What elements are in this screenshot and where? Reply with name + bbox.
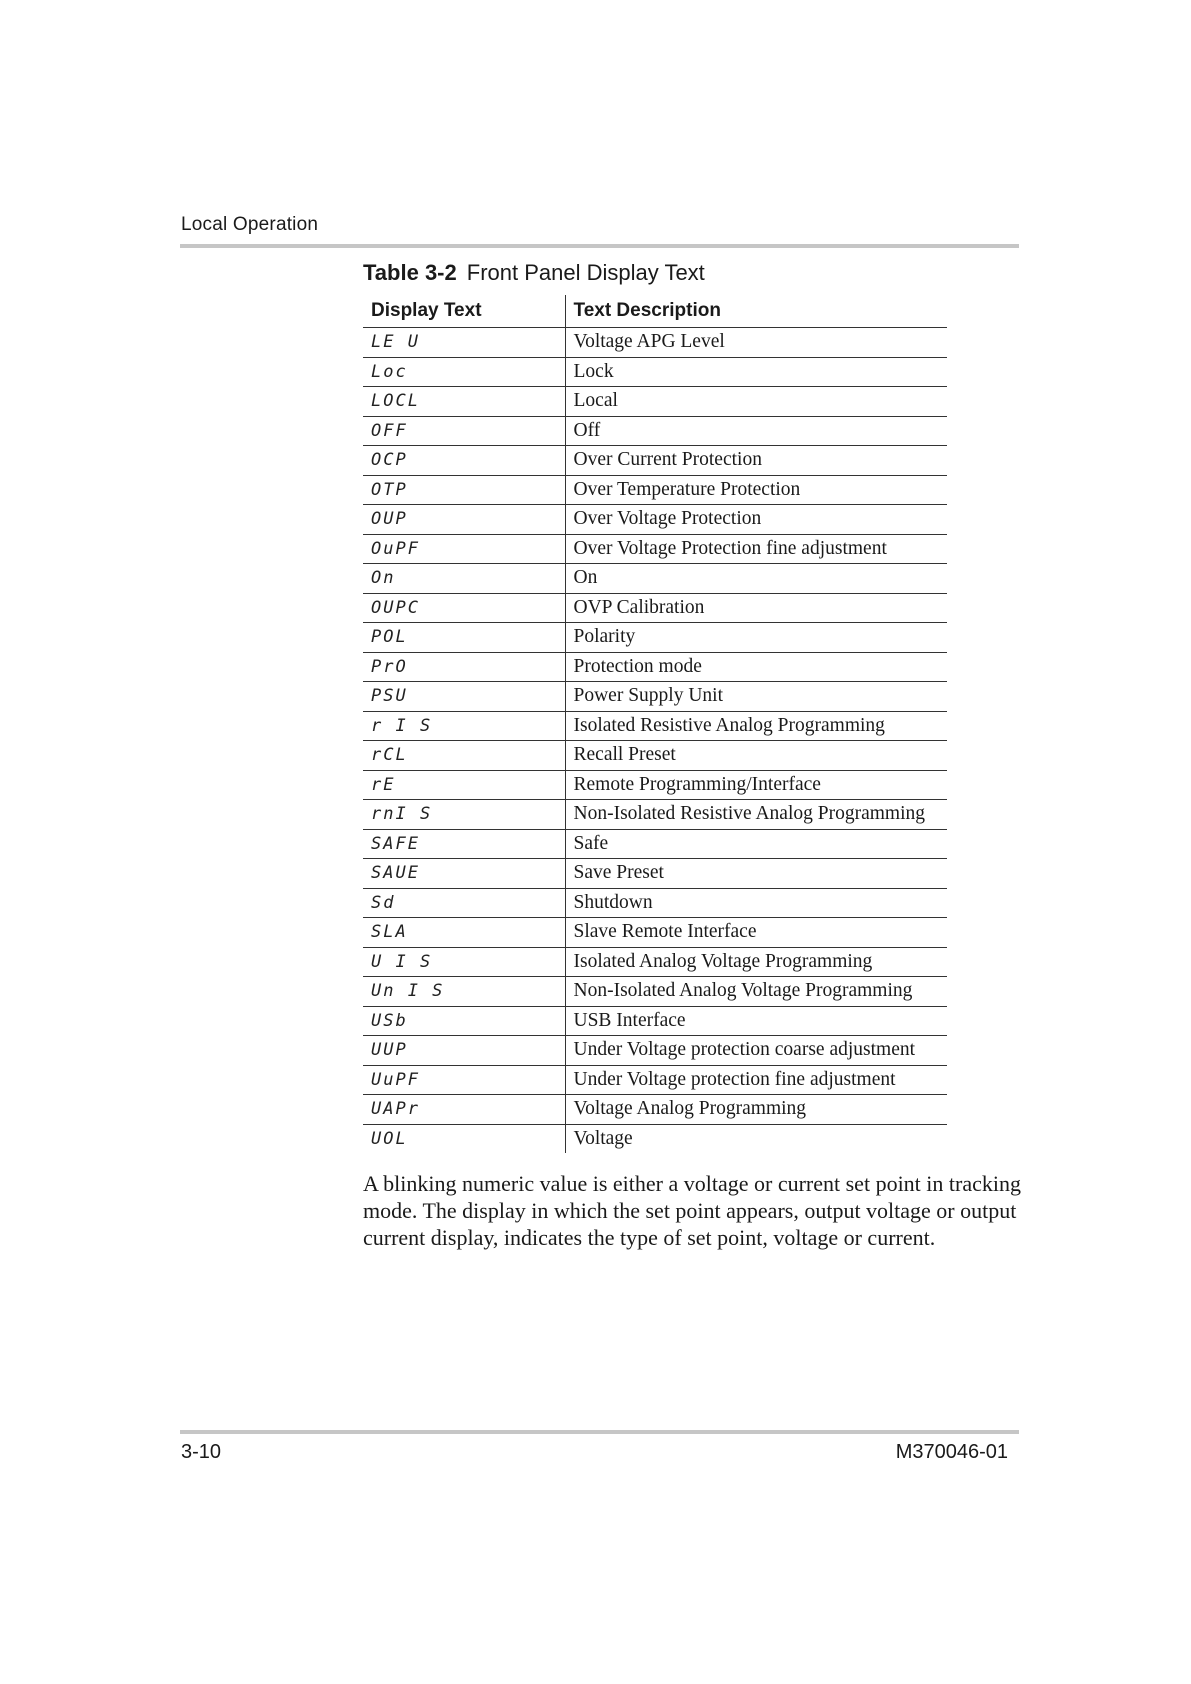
table-row <box>363 1095 947 1125</box>
table-row <box>363 328 947 358</box>
description-cell: Under Voltage protection fine adjustment <box>565 1065 947 1095</box>
table-row <box>363 888 947 918</box>
description-cell: Over Current Protection <box>565 446 947 476</box>
display-text-cell: OuPF <box>363 534 565 564</box>
description-cell: Under Voltage protection coarse adjustment <box>565 1036 947 1066</box>
description-cell: Recall Preset <box>565 741 947 771</box>
display-text-cell: USb <box>363 1006 565 1036</box>
display-text-cell: Un I S <box>363 977 565 1007</box>
description-cell: Slave Remote Interface <box>565 918 947 948</box>
table-row <box>363 416 947 446</box>
description-cell: Over Voltage Protection <box>565 505 947 535</box>
display-text-cell: OFF <box>363 416 565 446</box>
table-row <box>363 357 947 387</box>
table-row <box>363 947 947 977</box>
table-header-row <box>363 295 947 328</box>
description-cell: Voltage APG Level <box>565 328 947 358</box>
display-text-cell: PSU <box>363 682 565 712</box>
display-text-table <box>363 295 947 1153</box>
table-row <box>363 564 947 594</box>
table-row <box>363 505 947 535</box>
description-cell: Save Preset <box>565 859 947 889</box>
display-text-cell: rnI S <box>363 800 565 830</box>
description-cell: Over Voltage Protection fine adjustment <box>565 534 947 564</box>
display-text-cell: OCP <box>363 446 565 476</box>
description-cell: Shutdown <box>565 888 947 918</box>
description-cell: USB Interface <box>565 1006 947 1036</box>
display-text-cell: Sd <box>363 888 565 918</box>
column-header-text-description: Text Description <box>565 295 947 328</box>
table-caption-number: Table 3-2 <box>363 260 457 285</box>
description-cell: Remote Programming/Interface <box>565 770 947 800</box>
table-row <box>363 800 947 830</box>
table-row <box>363 918 947 948</box>
description-cell: Safe <box>565 829 947 859</box>
display-text-cell: Loc <box>363 357 565 387</box>
table-row <box>363 475 947 505</box>
description-cell: Power Supply Unit <box>565 682 947 712</box>
table-row <box>363 387 947 417</box>
description-cell: Protection mode <box>565 652 947 682</box>
description-cell: Lock <box>565 357 947 387</box>
table-row <box>363 534 947 564</box>
footer-rule <box>180 1430 1019 1434</box>
description-cell: On <box>565 564 947 594</box>
description-cell: Over Temperature Protection <box>565 475 947 505</box>
display-text-cell: U I S <box>363 947 565 977</box>
display-text-cell: UUP <box>363 1036 565 1066</box>
table-row <box>363 770 947 800</box>
display-text-cell: OUPC <box>363 593 565 623</box>
table-row <box>363 977 947 1007</box>
description-cell: Voltage Analog Programming <box>565 1095 947 1125</box>
table-row <box>363 829 947 859</box>
table-row <box>363 593 947 623</box>
table-row <box>363 682 947 712</box>
header-rule <box>180 244 1019 248</box>
display-text-cell: On <box>363 564 565 594</box>
table-caption <box>363 260 705 286</box>
body-paragraph: A blinking numeric value is either a voltage or current set point in tracking mode. The display in which the set point appears, output voltage or output current display, indicates the type of set point, voltage or current. <box>363 1171 1021 1250</box>
description-cell: Non-Isolated Resistive Analog Programming <box>565 800 947 830</box>
description-cell: Voltage <box>573 1127 633 1149</box>
display-text-cell: rE <box>363 770 565 800</box>
description-cell: Polarity <box>565 623 947 653</box>
description-cell: Non-Isolated Analog Voltage Programming <box>565 977 947 1007</box>
display-text-cell: LOCL <box>363 387 565 417</box>
document-number: M370046-01 <box>895 1441 1008 1463</box>
display-text-cell: SAFE <box>363 829 565 859</box>
description-cell: OVP Calibration <box>565 593 947 623</box>
table-row <box>363 623 947 653</box>
table-row <box>363 859 947 889</box>
table-caption-title: Front Panel Display Text <box>466 260 705 285</box>
display-text-cell: SLA <box>363 918 565 948</box>
description-cell: Off <box>565 416 947 446</box>
display-text-cell: r I S <box>363 711 565 741</box>
display-text-cell: UOL <box>363 1124 565 1153</box>
display-text-cell: PrO <box>363 652 565 682</box>
running-header: Local Operation <box>181 214 319 235</box>
table-row <box>363 741 947 771</box>
table-row <box>363 446 947 476</box>
display-text-cell: UuPF <box>363 1065 565 1095</box>
table-row <box>363 1036 947 1066</box>
display-text-cell: OTP <box>363 475 565 505</box>
page-number: 3-10 <box>181 1441 222 1463</box>
display-text-cell: OUP <box>363 505 565 535</box>
table-row <box>363 1124 947 1153</box>
table-row <box>363 711 947 741</box>
display-text-cell: LE U <box>363 328 565 358</box>
description-cell: Local <box>565 387 947 417</box>
table-body <box>363 328 947 1154</box>
display-text-cell: UAPr <box>363 1095 565 1125</box>
description-cell: Isolated Resistive Analog Programming <box>565 711 947 741</box>
table-row <box>363 1006 947 1036</box>
description-cell: Isolated Analog Voltage Programming <box>565 947 947 977</box>
display-text-cell: POL <box>363 623 565 653</box>
display-text-cell: SAUE <box>363 859 565 889</box>
table-row <box>363 652 947 682</box>
column-header-display-text: Display Text <box>363 295 565 328</box>
display-text-cell: rCL <box>363 741 565 771</box>
table-row <box>363 1065 947 1095</box>
